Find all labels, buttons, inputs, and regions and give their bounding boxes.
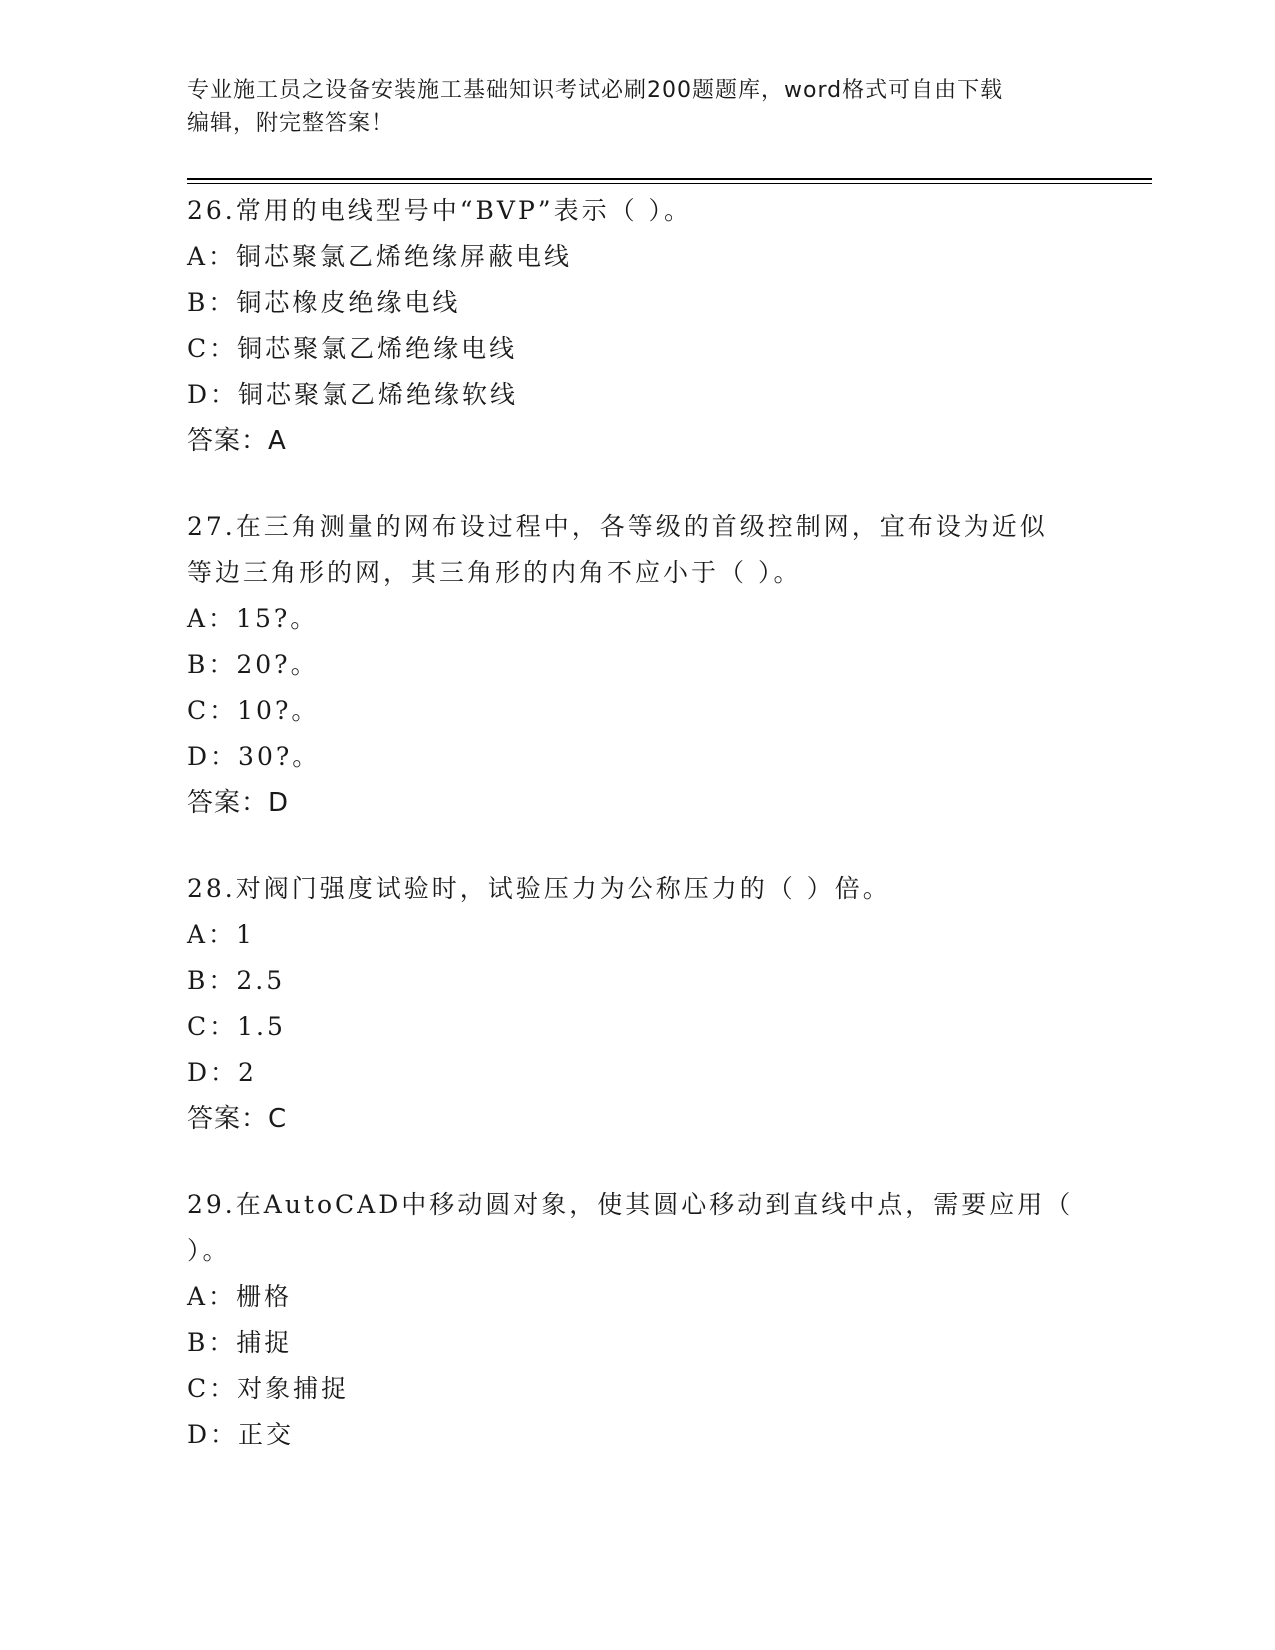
answer: 答案：A [187,426,287,456]
option-a: A：15?。 [187,604,319,633]
option-a: A：栅格 [187,1282,293,1311]
question-text: 29.在AutoCAD中移动圆对象，使其圆心移动到直线中点，需要应用（ [187,1190,1074,1219]
header-line-1: 专业施工员之设备安装施工基础知识考试必刷200题题库，word格式可自由下载 [187,78,1004,103]
question-26 [187,188,1087,464]
option-d: D：30?。 [187,742,321,771]
option-c: C：1.5 [187,1012,286,1041]
option-b: B：20?。 [187,650,319,679]
question-28 [187,866,1087,1142]
option-c: C：对象捕捉 [187,1374,350,1403]
option-b: B：2.5 [187,966,286,995]
question-list [187,188,1087,1498]
document-header [187,74,1087,140]
question-text-continued: ）。 [187,1236,231,1265]
option-b: B：铜芯橡皮绝缘电线 [187,288,461,317]
option-d: D：正交 [187,1420,295,1449]
answer: 答案：C [187,1104,288,1134]
header-divider-thin [187,183,1152,184]
option-c: C：铜芯聚氯乙烯绝缘电线 [187,334,518,363]
option-a: A：1 [187,920,255,949]
option-d: D：铜芯聚氯乙烯绝缘软线 [187,380,519,409]
header-divider-thick [187,178,1152,180]
question-text: 27.在三角测量的网布设过程中，各等级的首级控制网，宜布设为近似 [187,512,1048,541]
answer: 答案：D [187,788,290,818]
option-c: C：10?。 [187,696,320,725]
question-text: 28.对阀门强度试验时，试验压力为公称压力的（ ）倍。 [187,874,891,903]
header-line-2: 编辑，附完整答案！ [187,111,395,136]
question-text: 26.常用的电线型号中“BVP”表示（ ）。 [187,196,693,225]
question-text-continued: 等边三角形的网，其三角形的内角不应小于（ ）。 [187,558,802,587]
option-a: A：铜芯聚氯乙烯绝缘屏蔽电线 [187,242,573,271]
question-27 [187,504,1087,826]
option-b: B：捕捉 [187,1328,293,1357]
option-d: D：2 [187,1058,257,1087]
question-29 [187,1182,1087,1458]
